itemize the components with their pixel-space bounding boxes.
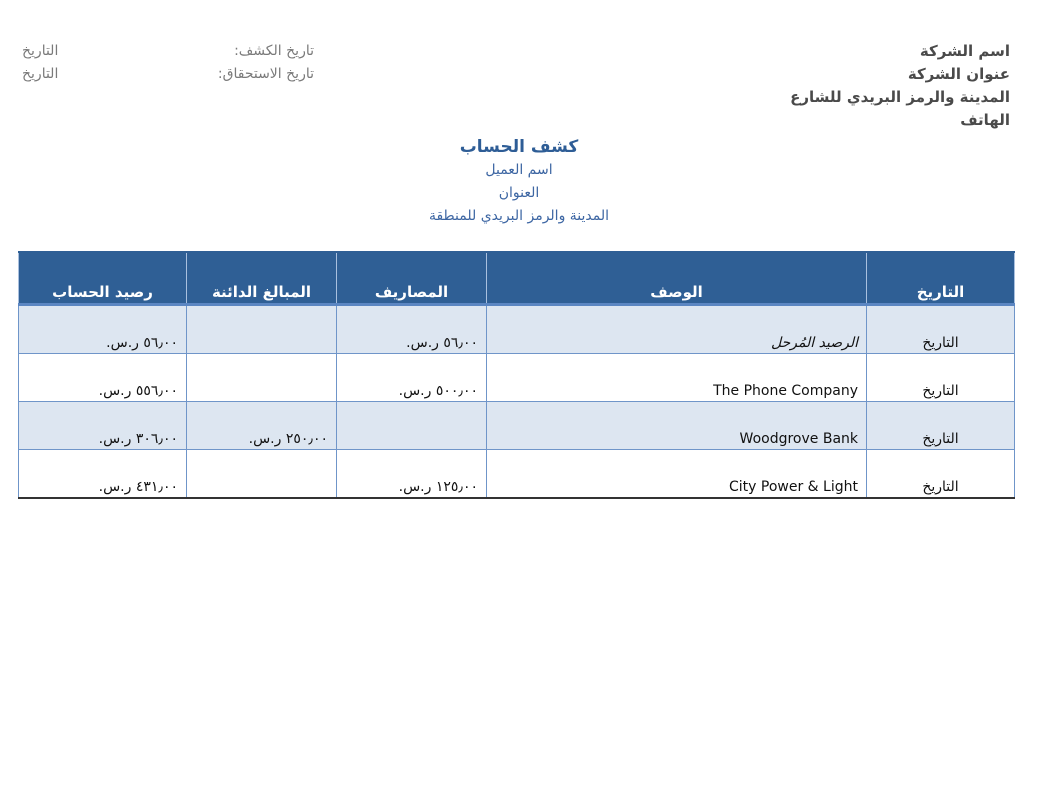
due-date-row <box>22 63 322 86</box>
row-balance-cell[interactable]: ٤٣١٫٠٠ ر.س. <box>19 450 187 499</box>
table-row <box>19 354 1015 402</box>
header-charges: المصاريف <box>337 252 487 305</box>
row-description-cell[interactable] <box>487 354 867 402</box>
header-balance: رصيد الحساب <box>19 252 187 305</box>
row-balance-cell[interactable]: ٣٠٦٫٠٠ ر.س. <box>19 402 187 450</box>
row-credits-cell[interactable] <box>187 354 337 402</box>
company-phone: الهاتف <box>960 111 1010 129</box>
row-date-cell[interactable]: التاريخ <box>867 450 1015 499</box>
row-credits-cell[interactable] <box>187 305 337 354</box>
header-description: الوصف <box>487 252 867 305</box>
statement-dates <box>22 40 322 88</box>
statement-table <box>18 251 1015 499</box>
company-address: عنوان الشركة <box>907 65 1010 83</box>
row-balance-cell[interactable]: ٥٥٦٫٠٠ ر.س. <box>19 354 187 402</box>
company-name: اسم الشركة <box>919 42 1010 60</box>
due-date-label: تاريخ الاستحقاق: <box>217 66 314 82</box>
table-row <box>19 450 1015 499</box>
statement-date-row <box>22 40 322 63</box>
row-credits-cell[interactable] <box>187 450 337 499</box>
company-info <box>790 40 1010 132</box>
row-date-cell[interactable]: التاريخ <box>867 305 1015 354</box>
row-balance-cell[interactable]: ٥٦٫٠٠ ر.س. <box>19 305 187 354</box>
row-description-cell[interactable] <box>487 450 867 499</box>
table-row <box>19 402 1015 450</box>
row-date-cell[interactable]: التاريخ <box>867 402 1015 450</box>
row-description-text: The Phone Company <box>713 383 858 399</box>
statement-title: كشف الحساب <box>459 137 579 157</box>
row-description-cell[interactable]: الرصيد المُرحل <box>487 305 867 354</box>
customer-city-zip: المدينة والرمز البريدي للمنطقة <box>428 208 610 224</box>
customer-address: العنوان <box>498 185 540 201</box>
row-description-text: City Power & Light <box>729 479 858 495</box>
row-credits-cell[interactable]: ٢٥٠٫٠٠ ر.س. <box>187 402 337 450</box>
due-date-value[interactable]: التاريخ <box>22 66 59 82</box>
header-credits: المبالغ الدائنة <box>187 252 337 305</box>
row-date-cell[interactable]: التاريخ <box>867 354 1015 402</box>
statement-date-value[interactable]: التاريخ <box>22 43 59 59</box>
table-row <box>19 305 1015 354</box>
row-charges-cell[interactable]: ٥٠٠٫٠٠ ر.س. <box>337 354 487 402</box>
statement-header <box>0 135 1038 228</box>
table-header-row <box>19 252 1015 305</box>
company-city-zip: المدينة والرمز البريدي للشارع <box>790 88 1010 106</box>
row-charges-cell[interactable]: ١٢٥٫٠٠ ر.س. <box>337 450 487 499</box>
statement-date-label: تاريخ الكشف: <box>234 43 314 59</box>
row-charges-cell[interactable] <box>337 402 487 450</box>
row-description-cell[interactable] <box>487 402 867 450</box>
row-description-text: Woodgrove Bank <box>739 431 858 447</box>
row-charges-cell[interactable]: ٥٦٫٠٠ ر.س. <box>337 305 487 354</box>
customer-name: اسم العميل <box>485 162 553 178</box>
header-date: التاريخ <box>867 252 1015 305</box>
